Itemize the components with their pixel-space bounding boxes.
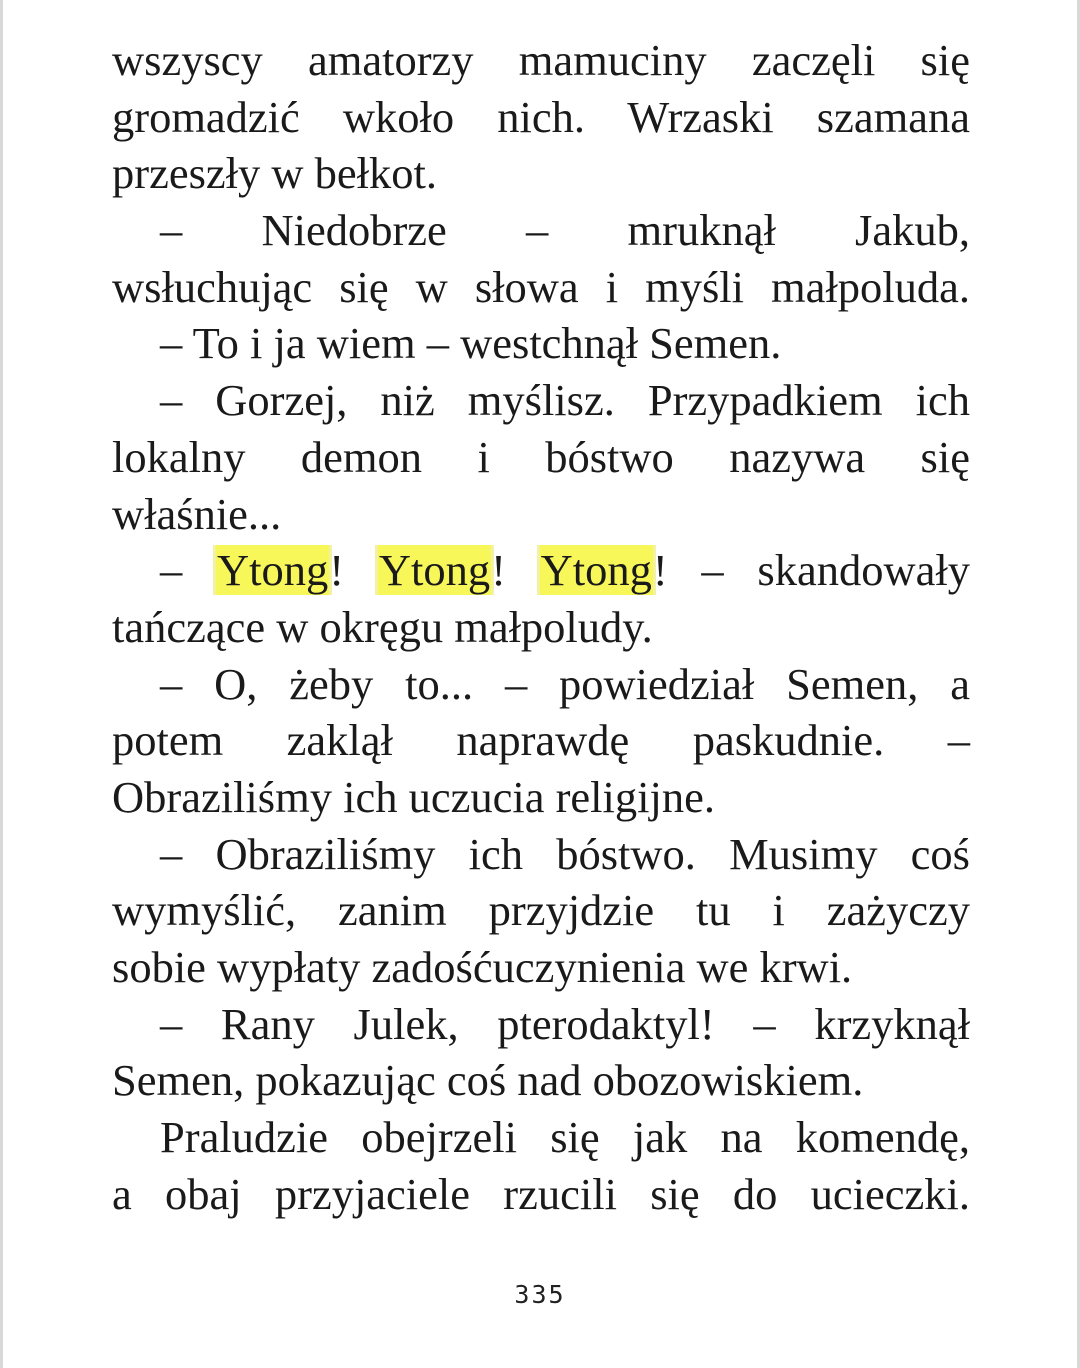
text-line: Praludzie obejrzeli się jak na komendę, <box>160 1112 970 1163</box>
highlighted-word[interactable]: Ytong <box>378 545 491 596</box>
text-line: Semen, pokazując coś nad obozowiskiem. <box>112 1055 864 1106</box>
page-text[interactable] <box>112 32 970 1222</box>
text-line: – Obraziliśmy ich bóstwo. Musimy coś <box>160 828 970 879</box>
text-line-highlighted <box>112 542 970 599</box>
text-line: wsłuchując się w słowa i myśli małpoluda. <box>112 261 970 312</box>
dash: – <box>160 545 216 596</box>
highlighted-word[interactable]: Ytong <box>217 545 329 596</box>
text-line: – Gorzej, niż myślisz. Przypadkiem ich <box>160 375 970 426</box>
text-line: właśnie... <box>112 488 282 539</box>
text-line: – Niedobrze – mruknął Jakub, <box>160 205 970 256</box>
text-line: – Rany Julek, pterodaktyl! – krzyknął <box>160 998 970 1049</box>
text-line: – To i ja wiem – westchnął Semen. <box>160 318 782 369</box>
page-edge-left <box>0 0 3 1368</box>
punctuation: ! <box>329 545 378 596</box>
text-line: przeszły w bełkot. <box>112 148 437 199</box>
punctuation: ! <box>491 545 540 596</box>
page-number: 335 <box>514 1280 566 1309</box>
text-line: – O, żeby to... – powiedział Semen, a <box>160 658 970 709</box>
text-line: tańczące w okręgu małpoludy. <box>112 601 653 652</box>
text-line: wszyscy amatorzy mamuciny zaczęli się <box>112 35 970 85</box>
text-line: gromadzić wkoło nich. Wrzaski szamana <box>112 91 970 142</box>
text-line: lokalny demon i bóstwo nazywa się <box>112 431 970 482</box>
text-line: potem zaklął naprawdę paskudnie. – <box>112 715 970 766</box>
highlighted-word[interactable]: Ytong <box>540 545 652 596</box>
text-line: a obaj przyjaciele rzucili się do ucieczki. <box>112 1168 970 1219</box>
text-line: wymyślić, zanim przyjdzie tu i zażyczy <box>112 885 970 936</box>
text-line: Obraziliśmy ich uczucia religijne. <box>112 771 715 822</box>
text-line: sobie wypłaty zadośćuczynienia we krwi. <box>112 942 853 992</box>
line-rest: ! – skandowały <box>652 545 970 596</box>
